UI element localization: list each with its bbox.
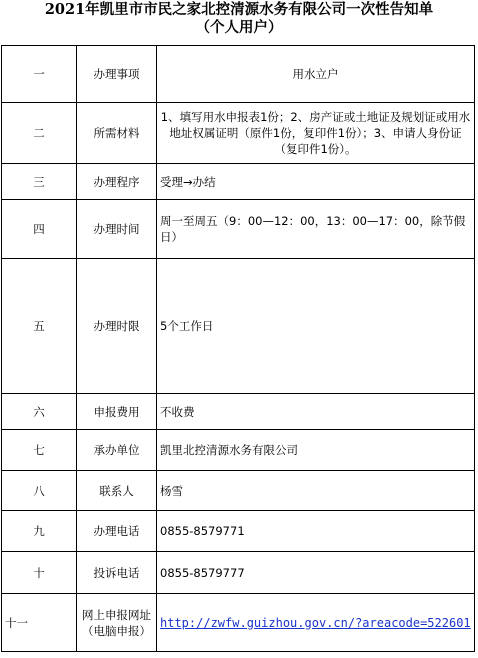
- row-item: 办理时限: [77, 259, 157, 394]
- row-item: 联系人: [77, 471, 157, 511]
- row-value: 用水立户: [157, 46, 475, 103]
- row-number: 十: [2, 552, 77, 594]
- row-item: 办理时间: [77, 200, 157, 259]
- row-number: 七: [2, 430, 77, 471]
- row-value: 5个工作日: [157, 259, 475, 394]
- row-item: 网上申报网址（电脑申报）: [77, 594, 157, 652]
- row-item: 投诉电话: [77, 552, 157, 594]
- row-number: 六: [2, 394, 77, 430]
- table-row: [2, 200, 475, 259]
- table-row: [2, 46, 475, 103]
- table-row: [2, 430, 475, 471]
- table-row: [2, 394, 475, 430]
- row-value: 1、填写用水申报表1份；2、房产证或土地证及规划证或用水地址权属证明（原件1份，复印件1份）；3、申请人身份证（复印件1份）。: [157, 103, 475, 164]
- row-number: 九: [2, 511, 77, 552]
- row-number: 八: [2, 471, 77, 511]
- table-row: [2, 552, 475, 594]
- row-value: 0855-8579777: [157, 552, 475, 594]
- row-value: 周一至周五（9：00—12：00，13：00—17：00，除节假日）: [157, 200, 475, 259]
- row-item: 办理事项: [77, 46, 157, 103]
- row-number: 二: [2, 103, 77, 164]
- row-value: 不收费: [157, 394, 475, 430]
- table-row: [2, 471, 475, 511]
- row-value: [157, 594, 475, 652]
- table-row: [2, 594, 475, 652]
- row-item: 申报费用: [77, 394, 157, 430]
- row-item: 办理电话: [77, 511, 157, 552]
- row-number: 三: [2, 164, 77, 200]
- row-value: 0855-8579771: [157, 511, 475, 552]
- table-row: [2, 103, 475, 164]
- table-row: [2, 511, 475, 552]
- row-value: 杨雪: [157, 471, 475, 511]
- title-line-1: 2021年凯里市市民之家北控清源水务有限公司一次性告知单: [44, 1, 434, 18]
- row-item: 办理程序: [77, 164, 157, 200]
- online-application-link[interactable]: http://zwfw.guizhou.gov.cn/?areacode=522601: [160, 615, 471, 630]
- document-title: [0, 1, 478, 37]
- notice-table: [1, 45, 475, 652]
- row-value: 凯里北控清源水务有限公司: [157, 430, 475, 471]
- row-number: 四: [2, 200, 77, 259]
- table-row: [2, 164, 475, 200]
- row-number: 五: [2, 259, 77, 394]
- row-number: 一: [2, 46, 77, 103]
- row-value: 受理→办结: [157, 164, 475, 200]
- title-line-2: （个人用户）: [195, 19, 283, 36]
- row-item: 承办单位: [77, 430, 157, 471]
- row-number: 十一: [2, 594, 77, 652]
- row-item: 所需材料: [77, 103, 157, 164]
- table-row: [2, 259, 475, 394]
